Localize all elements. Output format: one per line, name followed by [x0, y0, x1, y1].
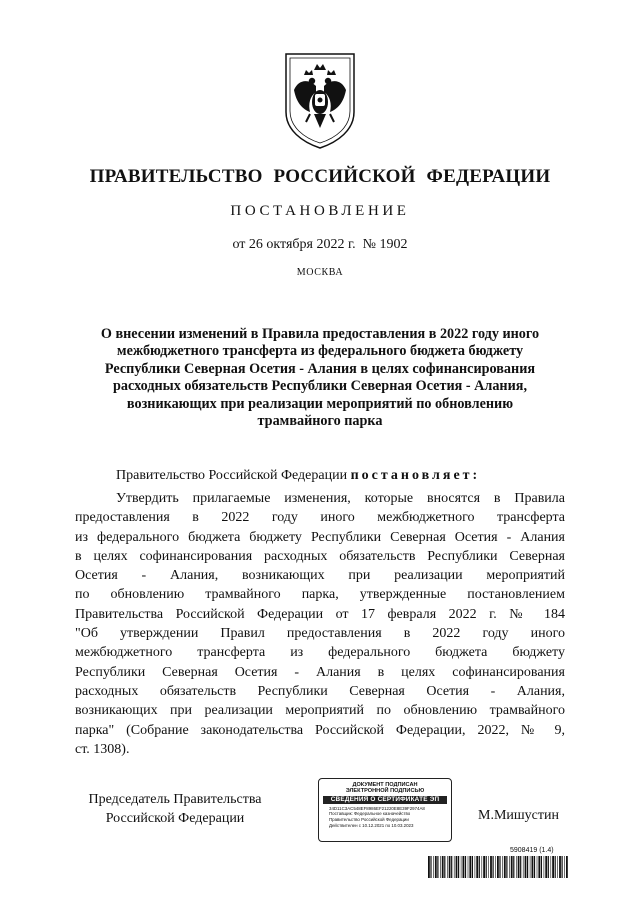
preamble-decree-word: постановляет:	[350, 468, 481, 483]
stamp-owner: Правительство Российской Федерации	[329, 817, 409, 822]
body-line: по обновлению трамвайного парка, утвержденные постановлением	[75, 587, 565, 603]
body-line: Республики Северная Осетия - Алания в целях софинансирования	[75, 664, 565, 680]
body-line: Правительства Российской Федерации от 17 февраля 2022 г. № 184	[75, 606, 565, 622]
document-heading	[70, 326, 570, 430]
body-line: Утвердить прилагаемые изменения, которые вносятся в Правила	[116, 491, 565, 506]
barcode-icon	[428, 856, 568, 878]
heading-line: возникающих при реализации мероприятий по обновлению	[126, 395, 514, 412]
body-line: из федерального бюджета бюджету Республики Северная Осетия - Алания	[75, 529, 565, 545]
body-line: предоставления в 2022 году иного межбюджетного трансферта	[75, 510, 565, 526]
preamble	[116, 468, 480, 484]
stamp-title-line: ДОКУМЕНТ ПОДПИСАН	[352, 782, 418, 788]
stamp-certificate-band: СВЕДЕНИЯ О СЕРТИФИКАТЕ ЭП	[323, 796, 447, 804]
electronic-signature-stamp	[318, 778, 452, 842]
heading-line: расходных обязательств Республики Северная Осетия - Алания,	[112, 378, 527, 395]
stamp-issuer: Поставщик: Федеральное казначейство	[329, 811, 411, 817]
stamp-title	[319, 782, 451, 795]
document-city: МОСКВА	[296, 267, 344, 278]
government-title: ПРАВИТЕЛЬСТВО РОССИЙСКОЙ ФЕДЕРАЦИИ	[89, 166, 551, 187]
heading-line: трамвайного парка	[257, 413, 383, 430]
body-line: в целях софинансирования расходных обязательств Республики Северная	[75, 548, 565, 564]
body-line: расходных обязательств Республики Северная Осетия - Алания,	[75, 683, 565, 699]
stamp-title-line: ЭЛЕКТРОННОЙ ПОДПИСЬЮ	[345, 788, 425, 795]
signer-position-line: Председатель Правительства	[88, 792, 262, 807]
signer-name: М.Мишустин	[478, 808, 559, 823]
document-type: ПОСТАНОВЛЕНИЕ	[230, 203, 410, 219]
body-line: "Об утверждении Правил предоставления в 2022 году иного	[75, 626, 565, 642]
heading-line: межбюджетного трансферта из федерального бюджета бюджету	[116, 343, 524, 360]
preamble-text: Правительство Российской Федерации	[116, 468, 351, 483]
body-line: ст. 1308).	[75, 741, 130, 757]
body-line: межбюджетного трансферта из федерального бюджета бюджету	[75, 645, 565, 661]
stamp-validity: Действителен с 10.12.2021 по 10.03.2023	[329, 822, 414, 828]
signer-position	[80, 790, 270, 828]
body-line: парка" (Собрание законодательства Российской Федерации, 2022, № 9,	[75, 722, 565, 738]
stamp-serial: 34D11C3AC548EF8986EF21220E8E39F2974A8	[329, 805, 425, 811]
heading-line: Республики Северная Осетия - Алания в целях софинансирования	[104, 360, 536, 377]
document-body	[75, 489, 565, 759]
body-line: возникающих при реализации мероприятий по обновлению трамвайного	[75, 703, 565, 719]
barcode-label: 5908419 (1.4)	[510, 847, 554, 854]
body-line: Осетия - Алания, возникающих при реализации мероприятий	[75, 568, 565, 584]
state-emblem-icon	[282, 50, 358, 150]
signer-position-line: Российской Федерации	[105, 811, 245, 826]
document-date-number: от 26 октября 2022 г. № 1902	[232, 237, 408, 252]
heading-line: О внесении изменений в Правила предоставления в 2022 году иного	[100, 326, 540, 342]
